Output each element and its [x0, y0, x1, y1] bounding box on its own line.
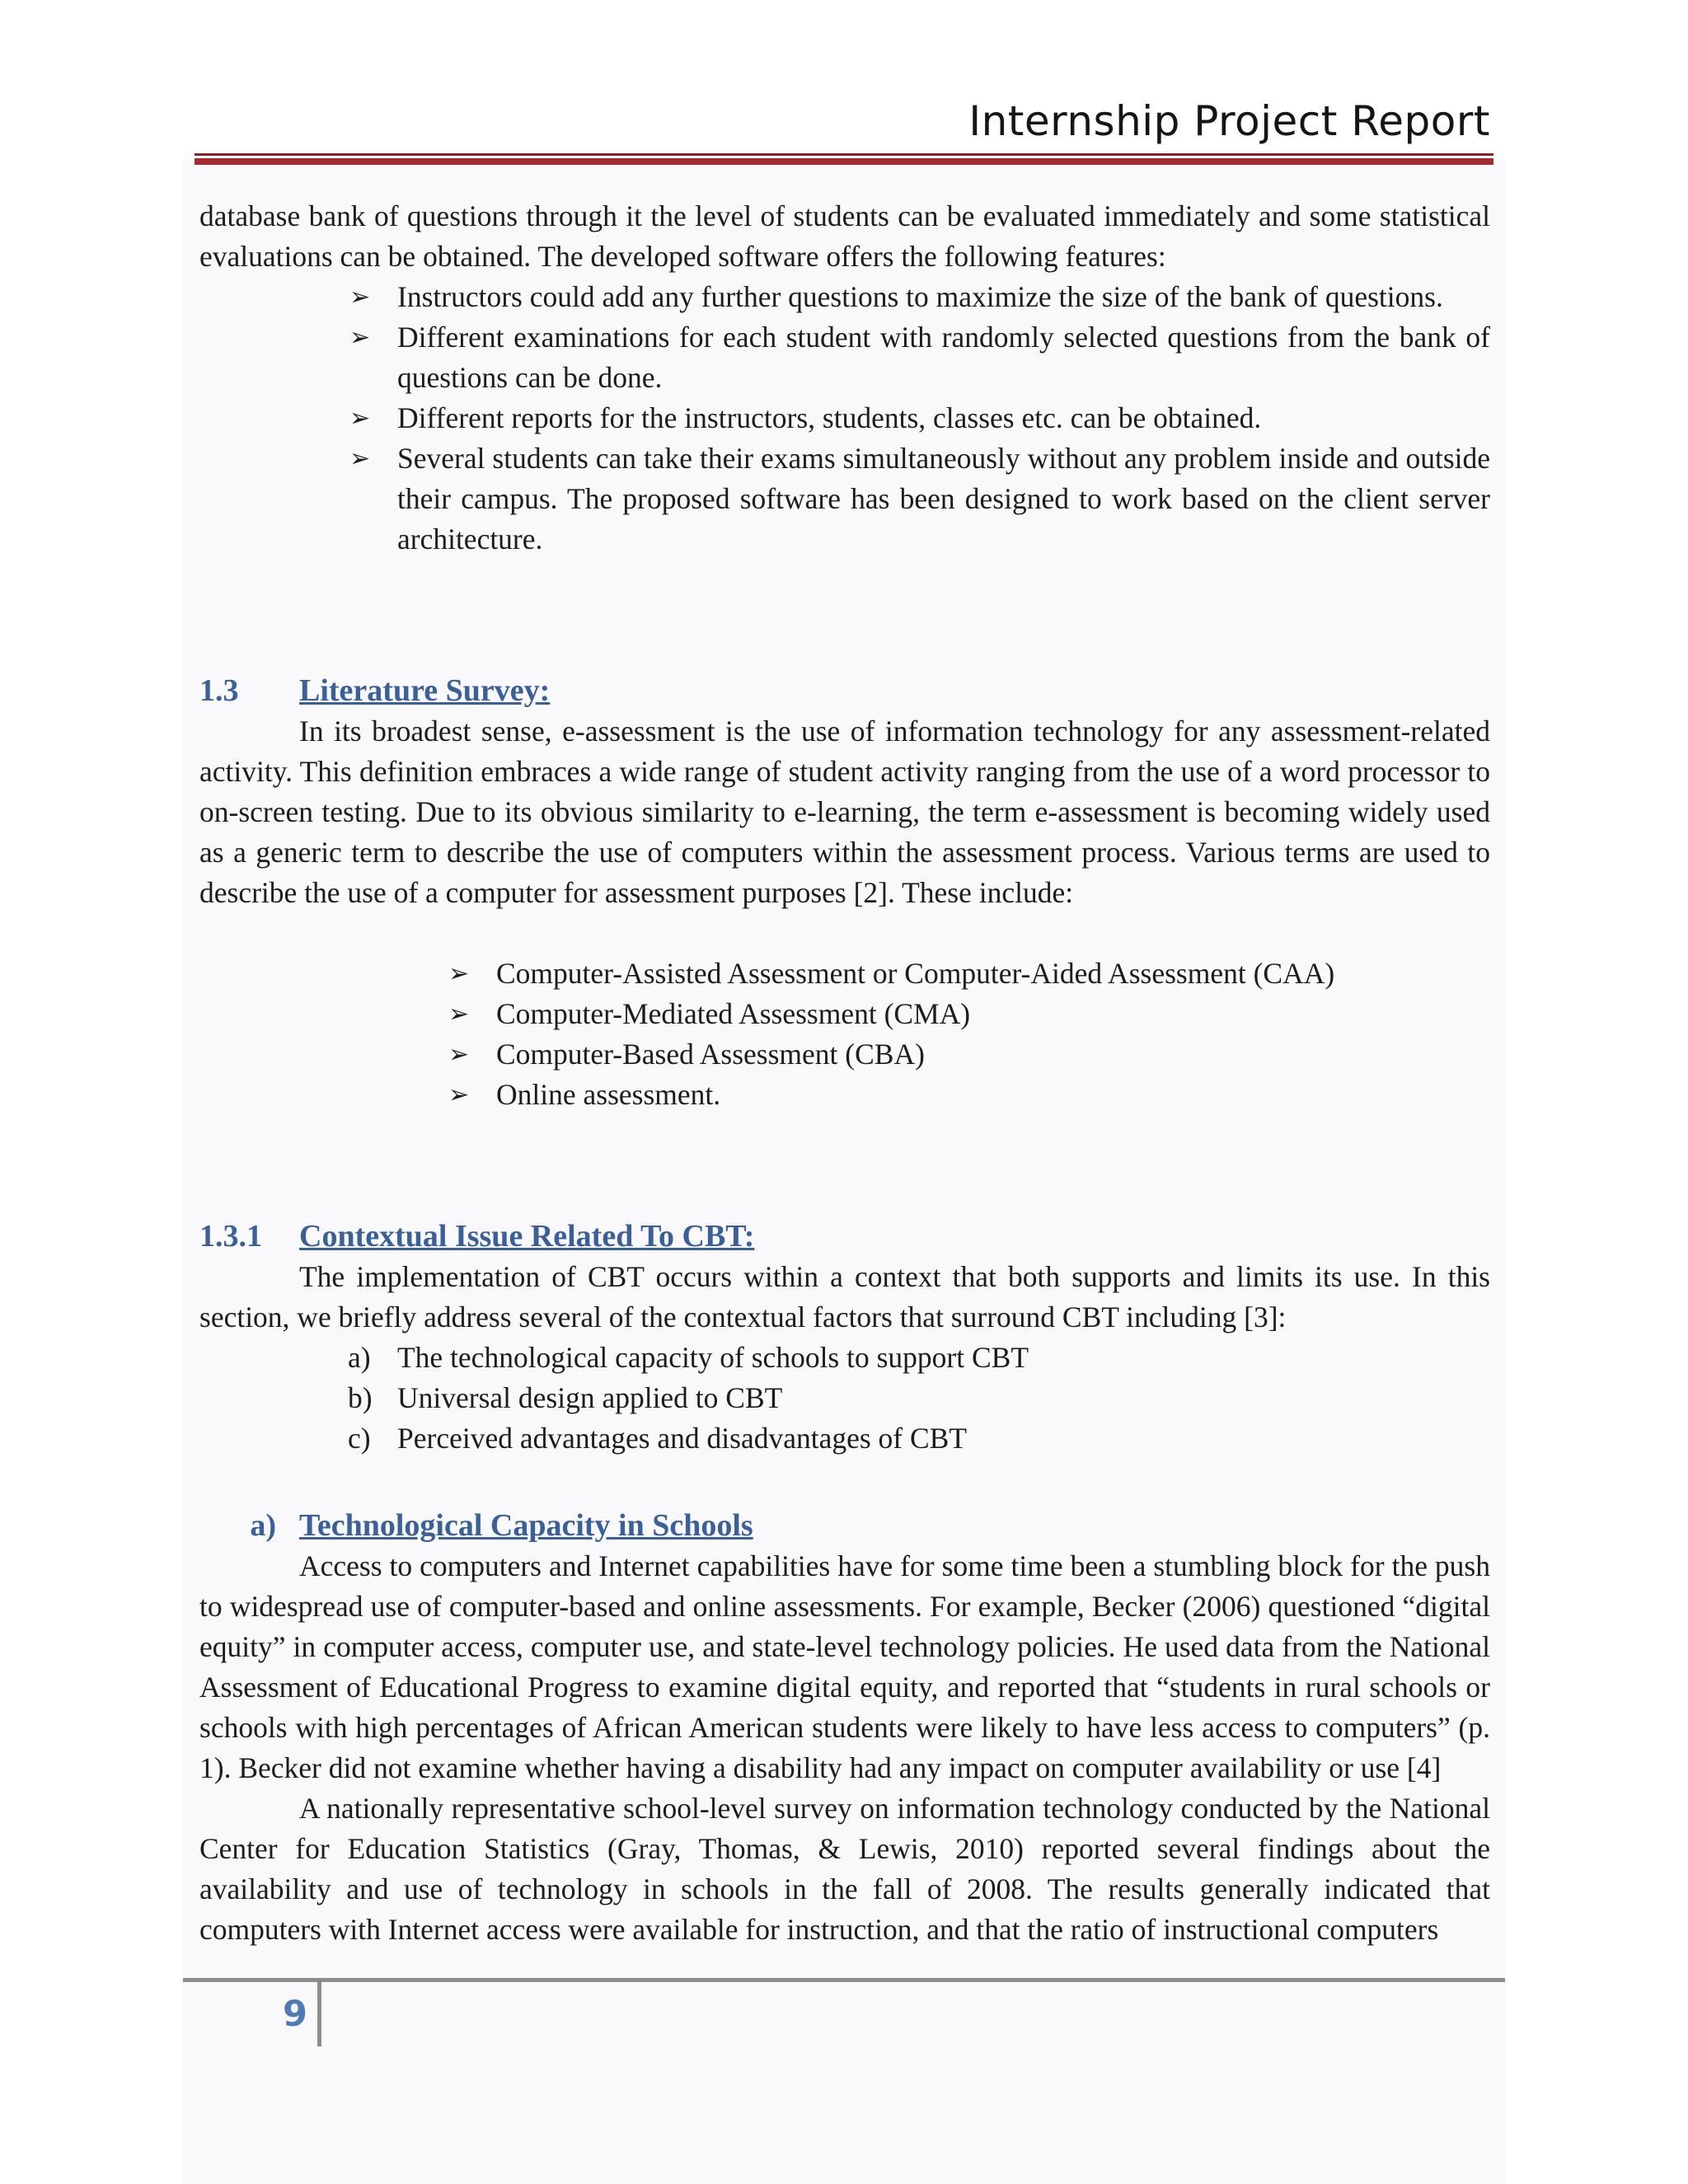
term-item: ➢ Computer-Based Assessment (CBA)	[496, 1034, 1490, 1075]
section-title: Literature Survey:	[299, 673, 551, 708]
subsection-title: Technological Capacity in Schools	[299, 1508, 753, 1543]
list-marker: b)	[348, 1381, 373, 1414]
factor-item: a) The technological capacity of schools to support CBT	[397, 1338, 1490, 1378]
arrow-bullet-icon: ➢	[349, 444, 371, 473]
arrow-bullet-icon: ➢	[349, 404, 371, 433]
arrow-bullet-icon: ➢	[349, 323, 371, 352]
feature-item: ➢ Several students can take their exams simultaneously without any problem inside and outside their campus. The proposed software has been designed to work based on the client server architecture.	[397, 438, 1490, 560]
subsection-marker: a)	[250, 1508, 276, 1543]
arrow-bullet-icon: ➢	[448, 1040, 470, 1069]
section-heading-literature-survey	[199, 671, 1490, 711]
factor-item: c) Perceived advantages and disadvantages of CBT	[397, 1418, 1490, 1459]
factor-item: b) Universal design applied to CBT	[397, 1378, 1490, 1418]
footer-divider	[317, 1982, 321, 2046]
feature-item: ➢ Instructors could add any further questions to maximize the size of the bank of questions.	[397, 277, 1490, 317]
page-number: 9	[283, 1994, 307, 2035]
contextual-paragraph: The implementation of CBT occurs within a context that both supports and limits its use. In this section, we briefly address several of the contextual factors that surround CBT including [3]:	[199, 1260, 1490, 1333]
list-marker: a)	[348, 1341, 371, 1374]
term-item: ➢ Online assessment.	[496, 1075, 1490, 1115]
arrow-bullet-icon: ➢	[448, 959, 470, 988]
section-number: 1.3.1	[199, 1219, 262, 1254]
contextual-factors-list	[348, 1338, 1490, 1459]
section-number: 1.3	[199, 673, 239, 708]
section-title: Contextual Issue Related To CBT:	[299, 1219, 755, 1254]
header-rule-thin	[195, 153, 1493, 156]
arrow-bullet-icon: ➢	[448, 1080, 470, 1109]
feature-item: ➢ Different reports for the instructors, students, classes etc. can be obtained.	[397, 398, 1490, 438]
term-item: ➢ Computer-Mediated Assessment (CMA)	[496, 994, 1490, 1034]
features-list	[349, 277, 1490, 560]
header-rule-thick	[195, 158, 1493, 165]
feature-item: ➢ Different examinations for each student with randomly selected questions from the bank of questions can be done.	[397, 317, 1490, 398]
arrow-bullet-icon: ➢	[448, 1000, 470, 1029]
footer-rule	[183, 1978, 1505, 1982]
subsection-heading-technological-capacity	[199, 1506, 1490, 1546]
term-item: ➢ Computer-Assisted Assessment or Computer-Aided Assessment (CAA)	[496, 954, 1490, 994]
capacity-paragraph-1: Access to computers and Internet capabilities have for some time been a stumbling block for the push to widespread use of computer-based and online assessments. For example, Becker (2006) questioned “digital equity” in computer access, computer use, and state-level technology policies. He used data from the National Assessment of Educational Progress to examine digital equity, and reported that “students in rural schools or schools with high percentages of African American students were likely to have less access to computers” (p. 1). Becker did not examine whether having a disability had any impact on computer availability or use [4]	[199, 1549, 1490, 1784]
arrow-bullet-icon: ➢	[349, 283, 371, 312]
running-header-title: Internship Project Report	[968, 97, 1490, 145]
literature-paragraph: In its broadest sense, e-assessment is the use of information technology for any assessment-related activity. This definition embraces a wide range of student activity ranging from the use of a word processor to on-screen testing. Due to its obvious similarity to e-learning, the term e-assessment is becoming widely used as a generic term to describe the use of computers within the assessment process. Various terms are used to describe the use of a computer for assessment purposes [2]. These include:	[199, 715, 1490, 909]
intro-paragraph: database bank of questions through it the level of students can be evaluated immediately and some statistical evaluations can be obtained. The developed software offers the following features:	[199, 199, 1490, 273]
section-heading-contextual-issue	[199, 1216, 1490, 1257]
list-marker: c)	[348, 1422, 371, 1455]
page-content	[199, 196, 1490, 1950]
capacity-paragraph-2: A nationally representative school-level survey on information technology conducted by the National Center for Education Statistics (Gray, Thomas, & Lewis, 2010) reported several findings about the availability and use of technology in schools in the fall of 2008. The results generally indicated that computers with Internet access were available for instruction, and that the ratio of instructional computers	[199, 1792, 1490, 1946]
assessment-terms-list	[448, 954, 1490, 1115]
